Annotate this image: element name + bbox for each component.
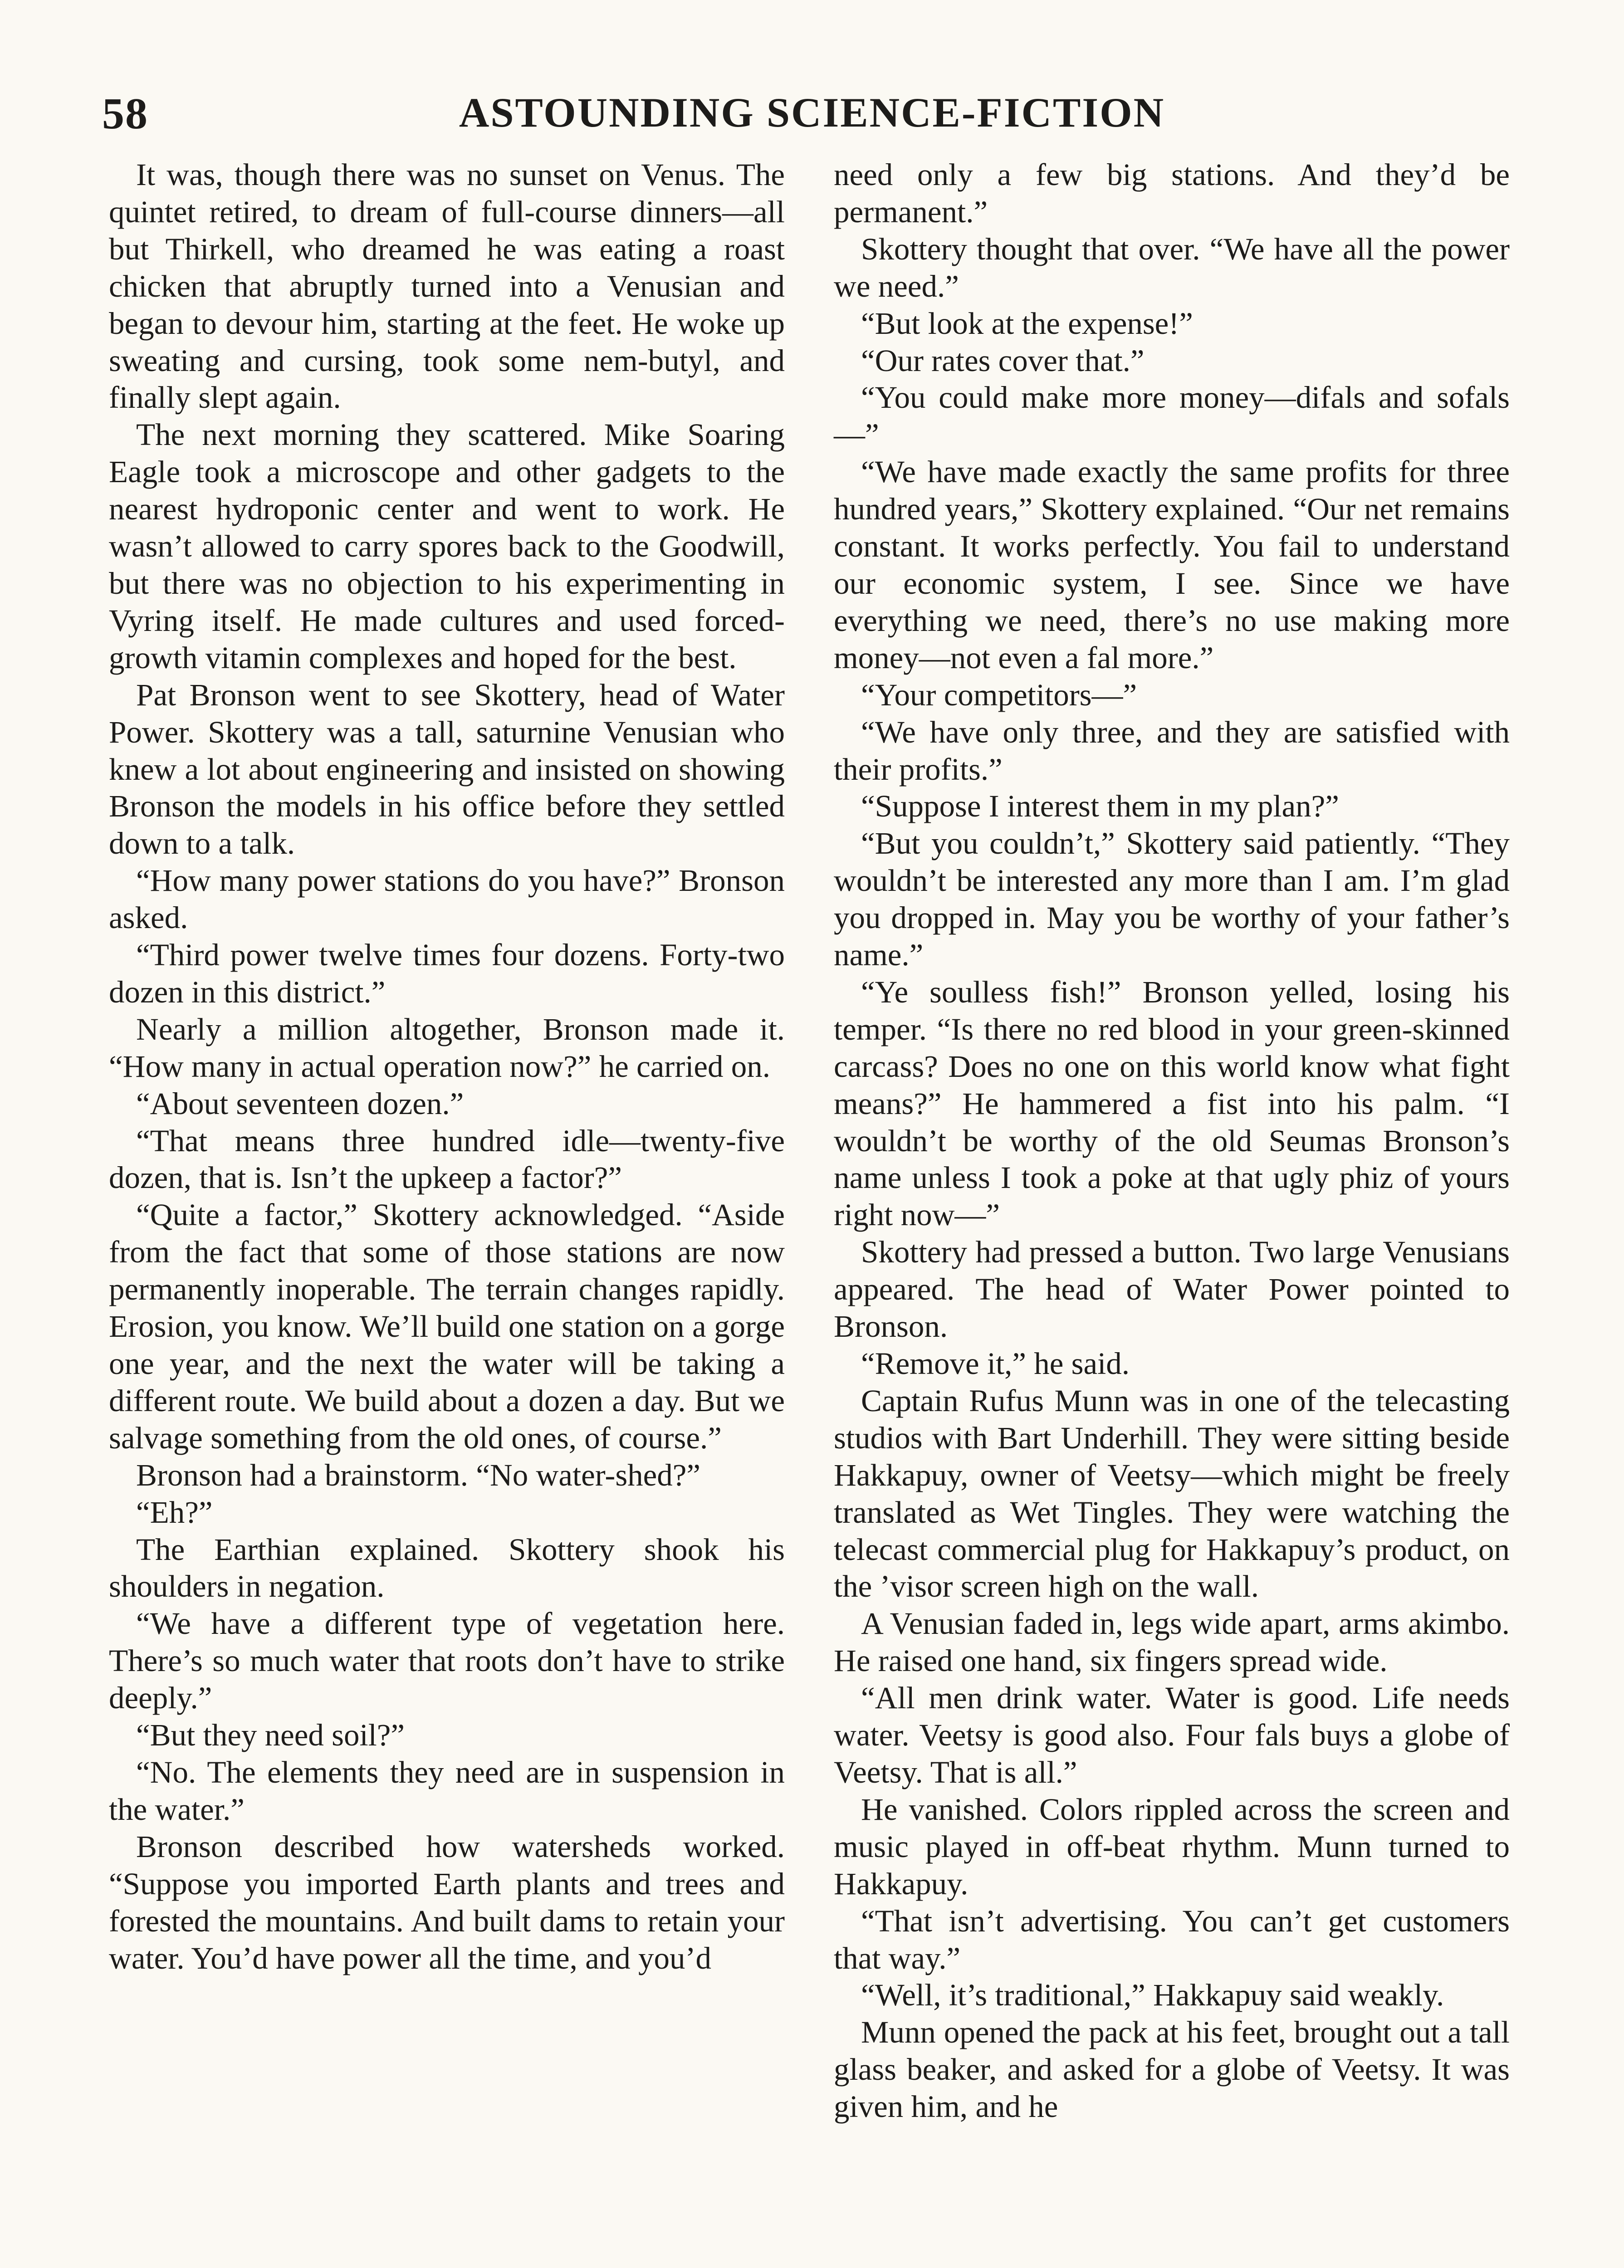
paragraph: “About seventeen dozen.” [136, 1086, 464, 1121]
paragraph: “How many power stations do you have?” Bronson asked. [109, 863, 785, 935]
paragraph: “No. The elements they need are in suspension in the water.” [109, 1755, 785, 1827]
running-title: ASTOUNDING SCIENCE-FICTION [459, 89, 1165, 136]
paragraph: Pat Bronson went to see Skottery, head of Water Power. Skottery was a tall, saturnine Venusian who knew a lot about engineering and insisted on showing Bronson the models in his office before they settled down to a talk. [109, 677, 785, 861]
paragraph: “Your competitors—” [861, 677, 1137, 712]
left-column [109, 156, 785, 1977]
paragraph: “Third power twelve times four dozens. Forty-two dozen in this district.” [109, 938, 785, 1009]
paragraph: “Suppose I interest them in my plan?” [861, 789, 1339, 824]
paragraph: “We have made exactly the same profits for three hundred years,” Skottery explained. “Our net remains constant. It works perfectly. You fail to understand our economic system, I see. Since we have everything we need, there’s no use making more money—not even a fal more.” [834, 455, 1510, 675]
paragraph: “You could make more money—difals and sofals—” [834, 380, 1510, 452]
paragraph: Bronson had a brainstorm. “No water-shed?” [136, 1457, 701, 1492]
paragraph: A Venusian faded in, legs wide apart, arms akimbo. He raised one hand, six fingers spread wide. [834, 1606, 1510, 1678]
paragraph: Captain Rufus Munn was in one of the telecasting studios with Bart Underhill. They were sitting beside Hakkapuy, owner of Veetsy—which might be freely translated as Wet Tingles. They were watching the telecast commercial plug for Hakkapuy’s product, on the ’visor screen high on the wall. [834, 1383, 1510, 1604]
paragraph: “Ye soulless fish!” Bronson yelled, losing his temper. “Is there no red blood in your green-skinned carcass? Does no one on this world know what fight means?” He hammered a fist into his palm. “I wouldn’t be worthy of the old Seumas Bronson’s name unless I took a poke at that ugly phiz of yours right now—” [834, 974, 1510, 1232]
paragraph: “Quite a factor,” Skottery acknowledged. “Aside from the fact that some of those stations are now permanently inoperable. The terrain changes rapidly. Erosion, you know. We’ll build one station on a gorge one year, and the next the water will be taking a different route. We build about a dozen a day. But we salvage something from the old ones, of course.” [109, 1198, 785, 1455]
paragraph: The next morning they scattered. Mike Soaring Eagle took a microscope and other gadgets to the nearest hydroponic center and went to work. He wasn’t allowed to carry spores back to the Goodwill, but there was no objection to his experimenting in Vyring itself. He made cultures and used forced-growth vitamin complexes and hoped for the best. [109, 417, 785, 675]
paragraph: “Remove it,” he said. [861, 1346, 1130, 1381]
paragraph: “But you couldn’t,” Skottery said patiently. “They wouldn’t be interested any more than I am. I’m glad you dropped in. May you be worthy of your father’s name.” [834, 826, 1510, 973]
paragraph: Skottery thought that over. “We have all the power we need.” [834, 231, 1510, 303]
paragraph: “All men drink water. Water is good. Life needs water. Veetsy is good also. Four fals buys a globe of Veetsy. That is all.” [834, 1681, 1510, 1789]
paragraph: “But they need soil?” [136, 1718, 405, 1753]
paragraph: It was, though there was no sunset on Venus. The quintet retired, to dream of full-course dinners—all but Thirkell, who dreamed he was eating a roast chicken that abruptly turned into a Venusian and began to devour him, starting at the feet. He woke up sweating and cursing, took some nem-butyl, and finally slept again. [109, 157, 785, 415]
paragraph: He vanished. Colors rippled across the screen and music played in off-beat rhythm. Munn turned to Hakkapuy. [834, 1792, 1510, 1901]
paragraph: Skottery had pressed a button. Two large Venusians appeared. The head of Water Power pointed to Bronson. [834, 1235, 1510, 1344]
paragraph: “Our rates cover that.” [861, 343, 1145, 378]
paragraph: Nearly a million altogether, Bronson made it. “How many in actual operation now?” he carried on. [109, 1012, 785, 1084]
paragraph-continued: need only a few big stations. And they’d be permanent.” [834, 157, 1510, 229]
paragraph: “But look at the expense!” [861, 306, 1193, 341]
paragraph: Bronson described how watersheds worked. “Suppose you imported Earth plants and trees and forested the mountains. And built dams to retain your water. You’d have power all the time, and you’d [109, 1829, 785, 1975]
paragraph: The Earthian explained. Skottery shook his shoulders in negation. [109, 1532, 785, 1604]
paragraph: “We have a different type of vegetation here. There’s so much water that roots don’t have to strike deeply.” [109, 1606, 785, 1716]
page-header [98, 88, 1526, 143]
paragraph: “That means three hundred idle—twenty-five dozen, that is. Isn’t the upkeep a factor?” [109, 1123, 785, 1195]
right-column [834, 156, 1510, 2126]
paragraph: “That isn’t advertising. You can’t get customers that way.” [834, 1903, 1510, 1975]
paragraph: Munn opened the pack at his feet, brought out a tall glass beaker, and asked for a globe of Veetsy. It was given him, and he [834, 2015, 1510, 2124]
paragraph: “Eh?” [136, 1495, 213, 1530]
page-number: 58 [102, 89, 148, 138]
paragraph: “Well, it’s traditional,” Hakkapuy said weakly. [861, 1978, 1444, 2013]
paragraph: “We have only three, and they are satisfied with their profits.” [834, 714, 1510, 787]
